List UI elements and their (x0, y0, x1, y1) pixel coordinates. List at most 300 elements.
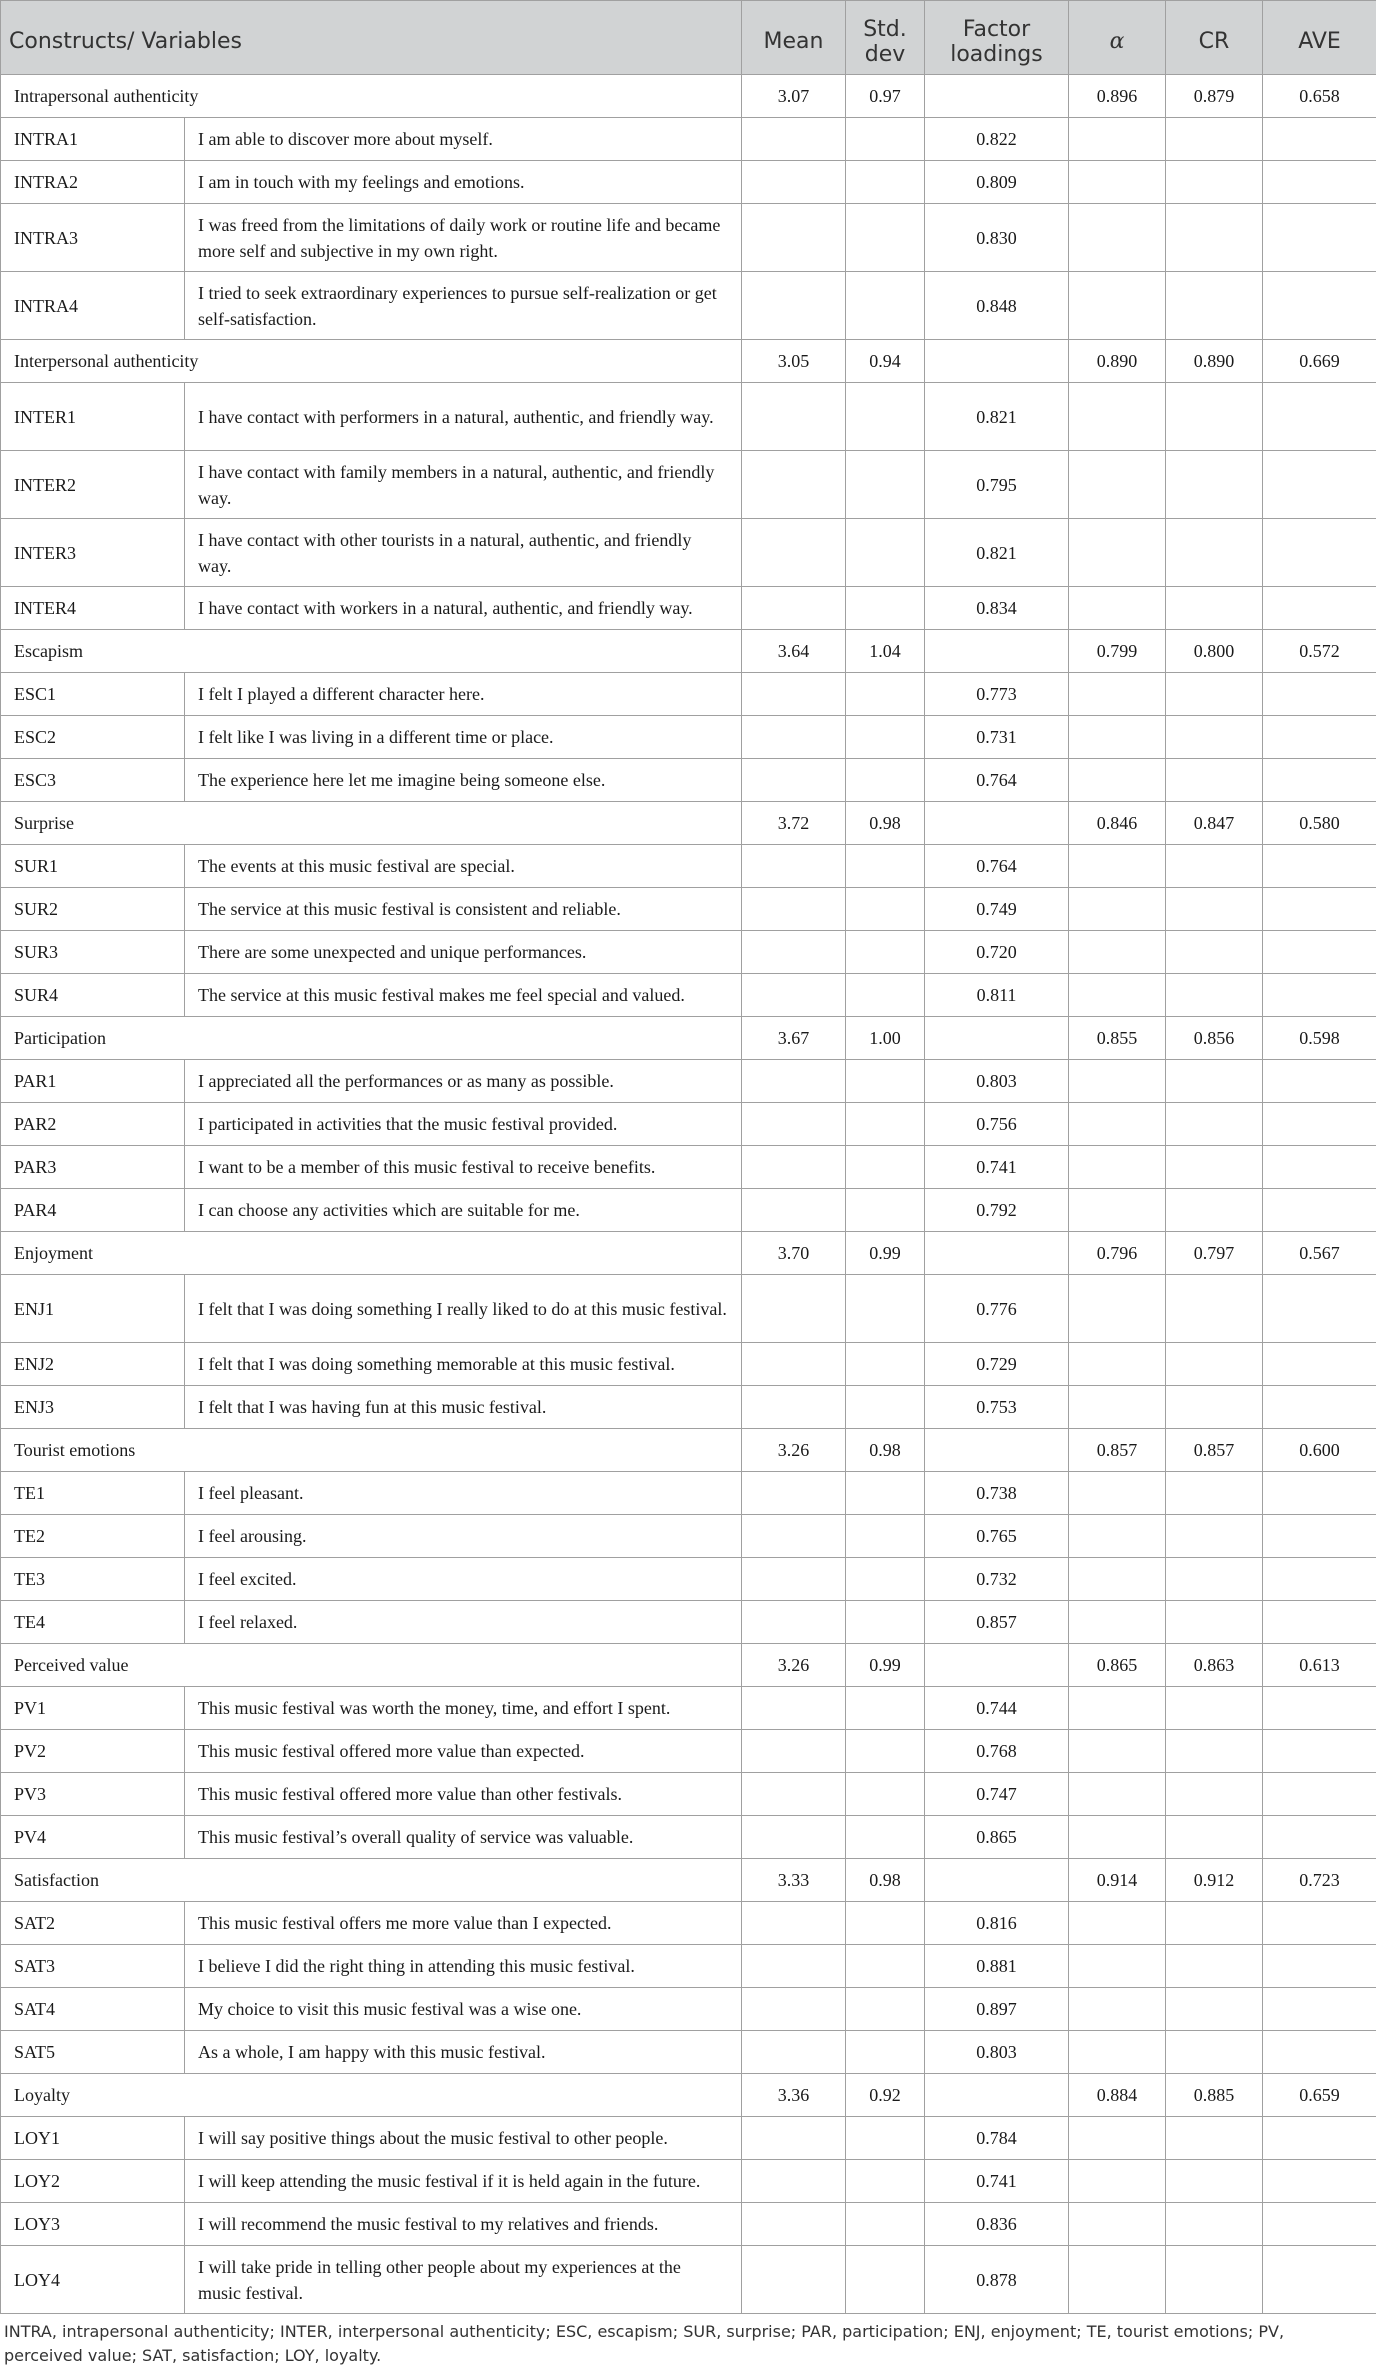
item-cr (1166, 1558, 1263, 1601)
item-mean (742, 1189, 846, 1232)
item-std-dev (846, 1060, 925, 1103)
item-ave (1263, 2246, 1376, 2314)
item-factor-loading: 0.803 (925, 1060, 1069, 1103)
construct-mean: 3.26 (742, 1429, 846, 1472)
item-row (1, 2246, 1376, 2314)
item-statement: My choice to visit this music festival was a wise one. (185, 1988, 742, 2031)
item-statement: I appreciated all the performances or as many as possible. (185, 1060, 742, 1103)
item-row (1, 1687, 1376, 1730)
item-ave (1263, 759, 1376, 802)
item-mean (742, 161, 846, 204)
item-code: TE4 (1, 1601, 185, 1644)
item-factor-loading: 0.830 (925, 204, 1069, 272)
item-alpha (1069, 1103, 1166, 1146)
item-ave (1263, 1601, 1376, 1644)
item-ave (1263, 1103, 1376, 1146)
item-ave (1263, 1773, 1376, 1816)
item-mean (742, 272, 846, 340)
item-ave (1263, 673, 1376, 716)
item-cr (1166, 1275, 1263, 1343)
item-statement: The service at this music festival is consistent and reliable. (185, 888, 742, 931)
item-statement: I will say positive things about the music festival to other people. (185, 2117, 742, 2160)
item-cr (1166, 2031, 1263, 2074)
construct-ave: 0.613 (1263, 1644, 1376, 1687)
item-mean (742, 759, 846, 802)
item-mean (742, 451, 846, 519)
construct-cr: 0.879 (1166, 75, 1263, 118)
item-std-dev (846, 1902, 925, 1945)
item-factor-loading: 0.857 (925, 1601, 1069, 1644)
item-factor-loading: 0.773 (925, 673, 1069, 716)
item-cr (1166, 1773, 1263, 1816)
item-mean (742, 2246, 846, 2314)
construct-mean: 3.26 (742, 1644, 846, 1687)
construct-name: Interpersonal authenticity (1, 340, 742, 383)
item-code: SAT4 (1, 1988, 185, 2031)
item-code: LOY4 (1, 2246, 185, 2314)
item-alpha (1069, 1988, 1166, 2031)
item-code: INTRA1 (1, 118, 185, 161)
item-cr (1166, 759, 1263, 802)
item-std-dev (846, 1515, 925, 1558)
item-code: ESC2 (1, 716, 185, 759)
construct-std-dev: 0.94 (846, 340, 925, 383)
construct-factor-loading (925, 1017, 1069, 1060)
item-statement: I felt I played a different character here. (185, 673, 742, 716)
item-code: SUR4 (1, 974, 185, 1017)
item-code: INTRA4 (1, 272, 185, 340)
item-code: PV2 (1, 1730, 185, 1773)
item-ave (1263, 974, 1376, 1017)
item-mean (742, 1060, 846, 1103)
item-factor-loading: 0.834 (925, 587, 1069, 630)
item-alpha (1069, 383, 1166, 451)
item-cr (1166, 1146, 1263, 1189)
table-footnote: INTRA, intrapersonal authenticity; INTER, interpersonal authenticity; ESC, escapism; SUR, surprise; PAR, participation; ENJ, enjoyment; TE, tourist emotions; PV, perceived value; SAT, satisfaction; LOY, loyalty. (4, 2322, 1285, 2365)
item-code: PAR2 (1, 1103, 185, 1146)
item-std-dev (846, 1146, 925, 1189)
construct-ave: 0.600 (1263, 1429, 1376, 1472)
item-cr (1166, 888, 1263, 931)
item-code: ENJ1 (1, 1275, 185, 1343)
item-ave (1263, 587, 1376, 630)
item-cr (1166, 161, 1263, 204)
construct-alpha: 0.896 (1069, 75, 1166, 118)
item-std-dev (846, 2117, 925, 2160)
item-std-dev (846, 204, 925, 272)
item-mean (742, 888, 846, 931)
construct-mean: 3.36 (742, 2074, 846, 2117)
item-cr (1166, 1060, 1263, 1103)
item-ave (1263, 1343, 1376, 1386)
construct-factor-loading (925, 1232, 1069, 1275)
item-statement: I felt that I was doing something memorable at this music festival. (185, 1343, 742, 1386)
item-alpha (1069, 888, 1166, 931)
item-statement: I am in touch with my feelings and emotions. (185, 161, 742, 204)
item-std-dev (846, 161, 925, 204)
item-row (1, 845, 1376, 888)
item-mean (742, 519, 846, 587)
item-std-dev (846, 2031, 925, 2074)
item-statement: This music festival offered more value than other festivals. (185, 1773, 742, 1816)
construct-cr: 0.800 (1166, 630, 1263, 673)
item-row (1, 1773, 1376, 1816)
item-mean (742, 1472, 846, 1515)
header-ave: AVE (1263, 1, 1376, 75)
construct-alpha: 0.884 (1069, 2074, 1166, 2117)
item-cr (1166, 931, 1263, 974)
item-code: SUR3 (1, 931, 185, 974)
item-row (1, 1103, 1376, 1146)
item-alpha (1069, 161, 1166, 204)
item-code: PAR4 (1, 1189, 185, 1232)
construct-name: Participation (1, 1017, 742, 1060)
item-ave (1263, 2031, 1376, 2074)
item-cr (1166, 1472, 1263, 1515)
item-mean (742, 2031, 846, 2074)
construct-alpha: 0.890 (1069, 340, 1166, 383)
item-alpha (1069, 974, 1166, 1017)
item-mean (742, 974, 846, 1017)
item-mean (742, 1773, 846, 1816)
item-cr (1166, 673, 1263, 716)
item-row (1, 1730, 1376, 1773)
construct-factor-loading (925, 630, 1069, 673)
item-cr (1166, 204, 1263, 272)
item-cr (1166, 1343, 1263, 1386)
construct-ave: 0.598 (1263, 1017, 1376, 1060)
item-std-dev (846, 1816, 925, 1859)
item-code: PAR3 (1, 1146, 185, 1189)
item-row (1, 1988, 1376, 2031)
item-statement: I participated in activities that the music festival provided. (185, 1103, 742, 1146)
item-code: SAT5 (1, 2031, 185, 2074)
item-std-dev (846, 1988, 925, 2031)
item-alpha (1069, 451, 1166, 519)
item-std-dev (846, 1945, 925, 1988)
item-row (1, 1601, 1376, 1644)
item-ave (1263, 1945, 1376, 1988)
item-cr (1166, 1902, 1263, 1945)
item-row (1, 383, 1376, 451)
item-std-dev (846, 2160, 925, 2203)
item-ave (1263, 383, 1376, 451)
item-row (1, 1945, 1376, 1988)
header-alpha: α (1069, 1, 1166, 75)
item-factor-loading: 0.792 (925, 1189, 1069, 1232)
item-alpha (1069, 931, 1166, 974)
item-row (1, 161, 1376, 204)
item-alpha (1069, 1816, 1166, 1859)
item-code: SAT2 (1, 1902, 185, 1945)
item-alpha (1069, 1343, 1166, 1386)
item-ave (1263, 2117, 1376, 2160)
item-mean (742, 383, 846, 451)
construct-std-dev: 0.98 (846, 1859, 925, 1902)
item-alpha (1069, 272, 1166, 340)
item-code: PAR1 (1, 1060, 185, 1103)
item-cr (1166, 1730, 1263, 1773)
construct-mean: 3.64 (742, 630, 846, 673)
item-row (1, 204, 1376, 272)
construct-alpha: 0.865 (1069, 1644, 1166, 1687)
item-code: LOY2 (1, 2160, 185, 2203)
construct-cr: 0.856 (1166, 1017, 1263, 1060)
item-factor-loading: 0.720 (925, 931, 1069, 974)
item-cr (1166, 2117, 1263, 2160)
item-cr (1166, 974, 1263, 1017)
item-alpha (1069, 759, 1166, 802)
construct-cr: 0.912 (1166, 1859, 1263, 1902)
item-row (1, 1060, 1376, 1103)
item-std-dev (846, 1601, 925, 1644)
item-alpha (1069, 1146, 1166, 1189)
item-cr (1166, 1687, 1263, 1730)
item-statement: I am able to discover more about myself. (185, 118, 742, 161)
item-std-dev (846, 931, 925, 974)
item-factor-loading: 0.756 (925, 1103, 1069, 1146)
construct-std-dev: 1.00 (846, 1017, 925, 1060)
item-mean (742, 673, 846, 716)
item-alpha (1069, 716, 1166, 759)
construct-ave: 0.669 (1263, 340, 1376, 383)
construct-mean: 3.05 (742, 340, 846, 383)
construct-factor-loading (925, 802, 1069, 845)
item-row (1, 931, 1376, 974)
item-ave (1263, 1730, 1376, 1773)
item-code: INTER4 (1, 587, 185, 630)
item-mean (742, 1687, 846, 1730)
item-ave (1263, 2203, 1376, 2246)
item-statement: This music festival was worth the money, time, and effort I spent. (185, 1687, 742, 1730)
item-statement: I feel relaxed. (185, 1601, 742, 1644)
item-row (1, 888, 1376, 931)
item-code: INTRA3 (1, 204, 185, 272)
item-mean (742, 204, 846, 272)
item-ave (1263, 451, 1376, 519)
construct-mean: 3.72 (742, 802, 846, 845)
construct-row (1, 2074, 1376, 2117)
construct-ave: 0.567 (1263, 1232, 1376, 1275)
item-code: LOY3 (1, 2203, 185, 2246)
construct-alpha: 0.846 (1069, 802, 1166, 845)
item-factor-loading: 0.768 (925, 1730, 1069, 1773)
item-ave (1263, 1146, 1376, 1189)
item-cr (1166, 2246, 1263, 2314)
item-std-dev (846, 383, 925, 451)
header-mean: Mean (742, 1, 846, 75)
item-ave (1263, 845, 1376, 888)
construct-factor-loading (925, 1644, 1069, 1687)
item-row (1, 118, 1376, 161)
item-alpha (1069, 1515, 1166, 1558)
item-ave (1263, 1902, 1376, 1945)
item-cr (1166, 1103, 1263, 1146)
item-ave (1263, 2160, 1376, 2203)
item-mean (742, 1343, 846, 1386)
item-code: SAT3 (1, 1945, 185, 1988)
item-factor-loading: 0.732 (925, 1558, 1069, 1601)
item-ave (1263, 118, 1376, 161)
item-code: INTER1 (1, 383, 185, 451)
construct-std-dev: 0.98 (846, 1429, 925, 1472)
item-row (1, 1386, 1376, 1429)
item-code: INTRA2 (1, 161, 185, 204)
item-statement: I believe I did the right thing in attending this music festival. (185, 1945, 742, 1988)
construct-cr: 0.890 (1166, 340, 1263, 383)
item-statement: The events at this music festival are special. (185, 845, 742, 888)
item-ave (1263, 1816, 1376, 1859)
item-std-dev (846, 451, 925, 519)
construct-row (1, 802, 1376, 845)
construct-name: Satisfaction (1, 1859, 742, 1902)
item-row (1, 673, 1376, 716)
item-alpha (1069, 1730, 1166, 1773)
item-mean (742, 1558, 846, 1601)
item-statement: I feel arousing. (185, 1515, 742, 1558)
item-std-dev (846, 1558, 925, 1601)
item-std-dev (846, 587, 925, 630)
item-alpha (1069, 2031, 1166, 2074)
item-ave (1263, 519, 1376, 587)
item-ave (1263, 888, 1376, 931)
item-row (1, 272, 1376, 340)
item-code: ENJ3 (1, 1386, 185, 1429)
item-std-dev (846, 1773, 925, 1816)
item-std-dev (846, 1687, 925, 1730)
item-mean (742, 1386, 846, 1429)
item-row (1, 2031, 1376, 2074)
construct-factor-loading (925, 75, 1069, 118)
item-alpha (1069, 587, 1166, 630)
item-cr (1166, 272, 1263, 340)
item-alpha (1069, 1386, 1166, 1429)
item-factor-loading: 0.822 (925, 118, 1069, 161)
item-cr (1166, 587, 1263, 630)
item-mean (742, 587, 846, 630)
item-code: PV3 (1, 1773, 185, 1816)
item-alpha (1069, 1060, 1166, 1103)
item-row (1, 519, 1376, 587)
item-row (1, 1189, 1376, 1232)
item-alpha (1069, 519, 1166, 587)
item-statement: I was freed from the limitations of daily work or routine life and became more self and subjective in my own right. (185, 204, 742, 272)
construct-factor-loading (925, 1859, 1069, 1902)
item-mean (742, 2117, 846, 2160)
item-code: ESC1 (1, 673, 185, 716)
item-std-dev (846, 1343, 925, 1386)
item-code: INTER3 (1, 519, 185, 587)
item-cr (1166, 1515, 1263, 1558)
item-factor-loading: 0.764 (925, 759, 1069, 802)
construct-row (1, 1644, 1376, 1687)
item-std-dev (846, 673, 925, 716)
item-cr (1166, 2160, 1263, 2203)
item-factor-loading: 0.881 (925, 1945, 1069, 1988)
item-statement: The experience here let me imagine being someone else. (185, 759, 742, 802)
item-mean (742, 716, 846, 759)
item-cr (1166, 1386, 1263, 1429)
construct-name: Escapism (1, 630, 742, 673)
item-cr (1166, 1816, 1263, 1859)
item-statement: I felt that I was doing something I really liked to do at this music festival. (185, 1275, 742, 1343)
item-alpha (1069, 1902, 1166, 1945)
item-std-dev (846, 1189, 925, 1232)
item-statement: I have contact with family members in a natural, authentic, and friendly way. (185, 451, 742, 519)
construct-mean: 3.07 (742, 75, 846, 118)
item-factor-loading: 0.816 (925, 1902, 1069, 1945)
item-cr (1166, 845, 1263, 888)
item-code: TE3 (1, 1558, 185, 1601)
item-mean (742, 1146, 846, 1189)
item-alpha (1069, 1945, 1166, 1988)
item-alpha (1069, 673, 1166, 716)
item-code: TE2 (1, 1515, 185, 1558)
item-statement: I have contact with workers in a natural, authentic, and friendly way. (185, 587, 742, 630)
item-row (1, 2117, 1376, 2160)
item-code: PV1 (1, 1687, 185, 1730)
construct-ave: 0.659 (1263, 2074, 1376, 2117)
item-statement: I have contact with performers in a natural, authentic, and friendly way. (185, 383, 742, 451)
item-cr (1166, 1601, 1263, 1644)
item-factor-loading: 0.747 (925, 1773, 1069, 1816)
item-factor-loading: 0.878 (925, 2246, 1069, 2314)
item-alpha (1069, 2203, 1166, 2246)
item-mean (742, 1730, 846, 1773)
item-statement: I tried to seek extraordinary experiences to pursue self-realization or get self-satisfaction. (185, 272, 742, 340)
item-cr (1166, 1945, 1263, 1988)
item-factor-loading: 0.764 (925, 845, 1069, 888)
construct-alpha: 0.857 (1069, 1429, 1166, 1472)
construct-factor-loading (925, 1429, 1069, 1472)
item-row (1, 451, 1376, 519)
item-cr (1166, 519, 1263, 587)
item-std-dev (846, 974, 925, 1017)
item-std-dev (846, 2203, 925, 2246)
construct-alpha: 0.914 (1069, 1859, 1166, 1902)
construct-alpha: 0.855 (1069, 1017, 1166, 1060)
item-code: ESC3 (1, 759, 185, 802)
item-statement: I will keep attending the music festival if it is held again in the future. (185, 2160, 742, 2203)
item-statement: I felt like I was living in a different time or place. (185, 716, 742, 759)
item-alpha (1069, 1773, 1166, 1816)
item-alpha (1069, 1189, 1166, 1232)
item-alpha (1069, 1687, 1166, 1730)
item-ave (1263, 931, 1376, 974)
item-std-dev (846, 716, 925, 759)
construct-std-dev: 0.99 (846, 1644, 925, 1687)
construct-row (1, 340, 1376, 383)
construct-name: Enjoyment (1, 1232, 742, 1275)
construct-ave: 0.572 (1263, 630, 1376, 673)
item-alpha (1069, 1558, 1166, 1601)
item-row (1, 716, 1376, 759)
item-row (1, 1558, 1376, 1601)
item-row (1, 1275, 1376, 1343)
item-factor-loading: 0.749 (925, 888, 1069, 931)
item-code: SUR1 (1, 845, 185, 888)
item-std-dev (846, 1386, 925, 1429)
item-mean (742, 931, 846, 974)
construct-mean: 3.70 (742, 1232, 846, 1275)
item-std-dev (846, 888, 925, 931)
item-alpha (1069, 204, 1166, 272)
item-row (1, 1146, 1376, 1189)
item-mean (742, 2160, 846, 2203)
table-body (1, 75, 1376, 2314)
item-statement: This music festival offers me more value than I expected. (185, 1902, 742, 1945)
item-alpha (1069, 845, 1166, 888)
